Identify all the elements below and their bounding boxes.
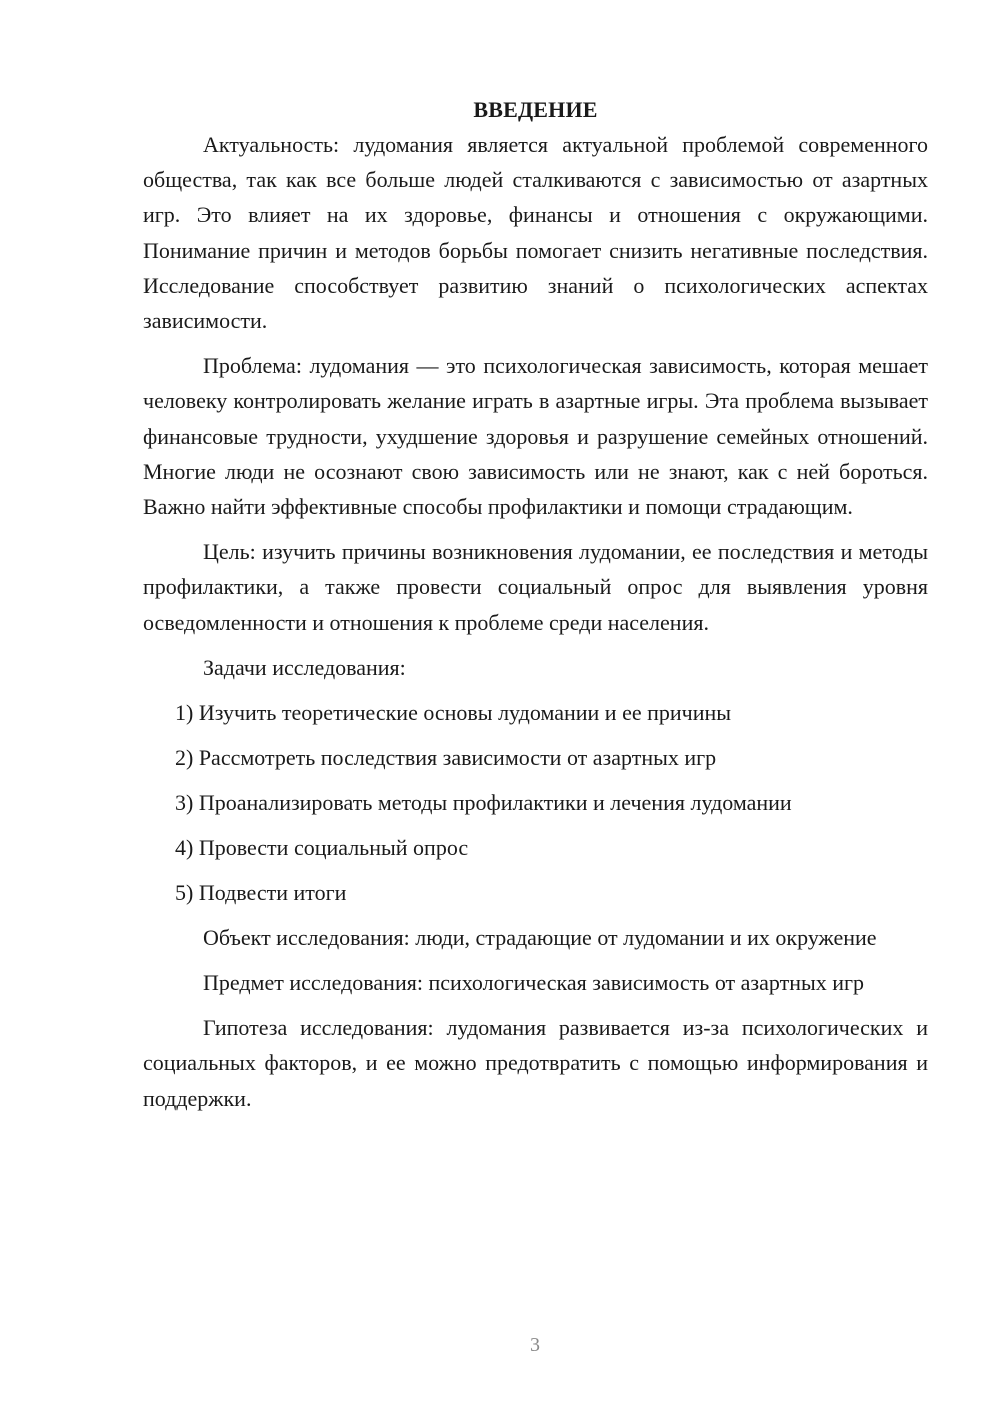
tasks-list [143,695,928,910]
page-title: ВВЕДЕНИЕ [473,97,598,122]
tasks-heading: Задачи исследования: [203,654,406,680]
subject-paragraph: Предмет исследования: психологическая зависимость от азартных игр [203,970,865,996]
task-item-5: 5) Подвести итоги [175,879,347,905]
task-item-4: 4) Провести социальный опрос [175,834,469,860]
object-paragraph: Объект исследования: люди, страдающие от лудомании и их окружение [203,924,877,950]
problem-paragraph: Проблема: лудомания — это психологическая зависимость, которая мешает человеку контролировать желание играть в азартные игры. Эта проблема вызывает финансовые трудности, ухудшение здоровья и разрушение семейных отношений. Многие люди не осознают свою зависимость или не знают, как с ней бороться. Важно найти эффективные способы профилактики и помощи страдающим. [143,353,928,520]
relevance-paragraph: Актуальность: лудомания является актуальной проблемой современного общества, так как все больше людей сталкиваются с зависимостью от азартных игр. Это влияет на их здоровье, финансы и отношения с окружающими. Понимание причин и методов борьбы помогает снизить негативные последствия. Исследование способствует развитию знаний о психологических аспектах зависимости. [143,132,928,334]
page-number: 3 [530,1334,540,1356]
hypothesis-paragraph: Гипотеза исследования: лудомания развивается из-за психологических и социальных факторов, и ее можно предотвратить с помощью информирования и поддержки. [143,1015,928,1111]
task-item-1: 1) Изучить теоретические основы лудомании и ее причины [175,699,732,725]
task-item-3: 3) Проанализировать методы профилактики и лечения лудомании [175,789,792,815]
task-item-2: 2) Рассмотреть последствия зависимости от азартных игр [175,744,717,770]
goal-paragraph: Цель: изучить причины возникновения лудомании, ее последствия и методы профилактики, а также провести социальный опрос для выявления уровня осведомленности и отношения к проблеме среди населения. [143,539,928,635]
document-page [143,92,928,1126]
